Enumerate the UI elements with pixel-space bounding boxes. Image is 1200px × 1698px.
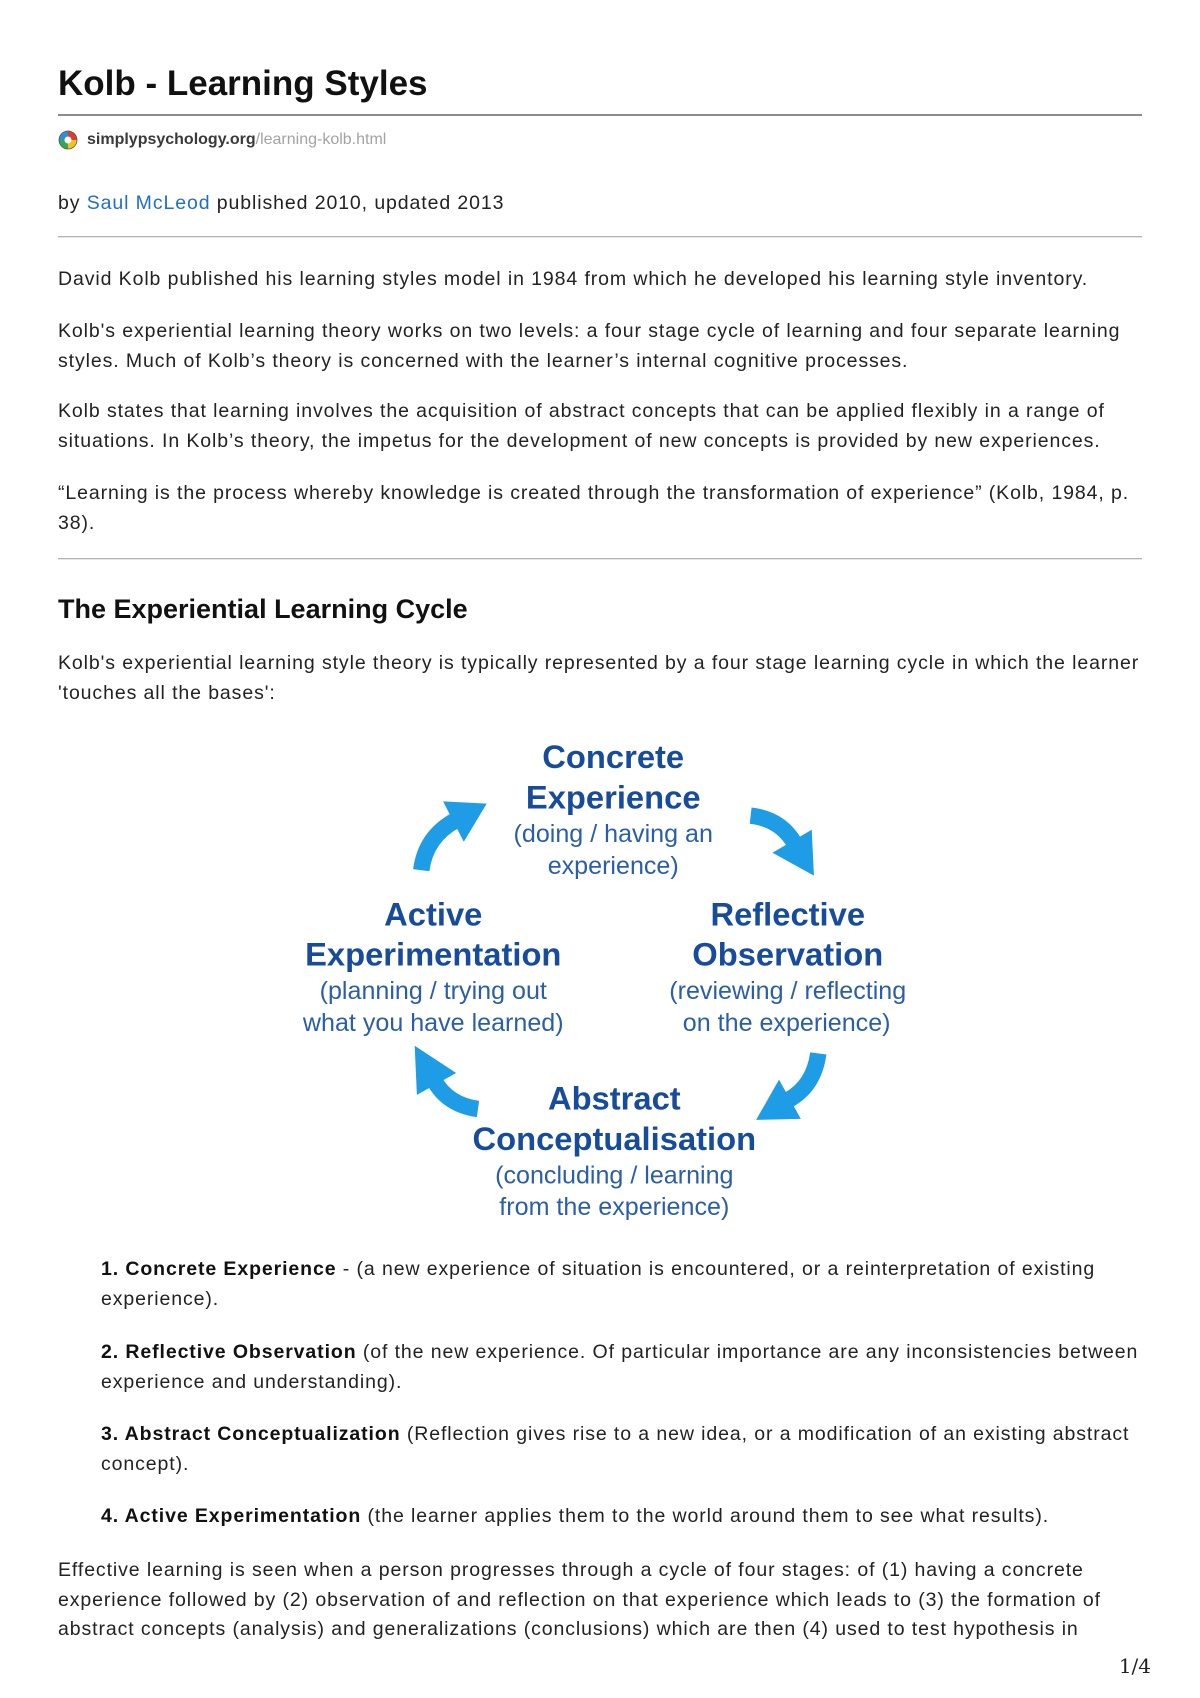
page-title: Kolb - Learning Styles [58, 64, 428, 103]
stage-description: from the experience) [499, 1193, 730, 1222]
byline-prefix: by [58, 192, 81, 214]
stage-title: Experimentation [305, 935, 562, 973]
stage-title: Conceptualisation [472, 1119, 757, 1157]
stage-description: (planning / trying out [319, 977, 547, 1006]
stage-list-text: (Reflection gives rise to a new idea, or a modification of an existing abstract concept). [101, 1423, 1130, 1475]
stage-title: Reflective [710, 895, 866, 933]
intro-paragraph: Kolb's experiential learning theory works on two levels: a four stage cycle of learning and four separate learning styles. Much of Kolb’s theory is concerned with the learner’s internal cognitive processes. [58, 320, 1121, 372]
stage-list-label: 2. Reflective Observation [101, 1341, 357, 1363]
cycle-arrow-top-right-icon [751, 816, 814, 876]
stage-active-experimentation [302, 895, 564, 1037]
stage-concrete-experience [514, 738, 713, 880]
stage-title: Abstract [547, 1079, 681, 1117]
stage-list-item [101, 1420, 1142, 1479]
stage-list-text: (of the new experience. Of particular importance are any inconsistencies between experience and understanding). [101, 1341, 1139, 1393]
section-intro: Kolb's experiential learning style theory is typically represented by a four stage learning cycle in which the learner 'touches all the bases': [58, 652, 1140, 704]
stage-list-text: - (a new experience of situation is encountered, or a reinterpretation of existing experience). [101, 1258, 1096, 1310]
stage-list-item [101, 1255, 1142, 1314]
author-link[interactable]: Saul McLeod [86, 192, 211, 214]
byline-dates: published 2010, updated 2013 [216, 192, 505, 214]
stage-list-item [101, 1338, 1142, 1397]
section-divider [58, 558, 1142, 560]
stage-description: (reviewing / reflecting [669, 977, 907, 1006]
intro-paragraph: David Kolb published his learning styles model in 1984 from which he developed his learning style inventory. [58, 268, 1089, 290]
site-favicon-icon [58, 130, 78, 150]
cycle-arrow-bottom-left-icon [415, 1046, 478, 1109]
stage-title: Concrete [542, 738, 685, 776]
stage-title: Observation [692, 935, 884, 973]
section-heading: The Experiential Learning Cycle [58, 594, 468, 624]
stage-list-text: (the learner applies them to the world around them to see what results). [361, 1505, 1050, 1527]
intro-paragraph: Kolb states that learning involves the acquisition of abstract concepts that can be applied flexibly in a range of situations. In Kolb’s theory, the impetus for the development of new concepts is provided by new experiences. [58, 400, 1105, 452]
stage-description: (concluding / learning [495, 1161, 734, 1190]
stage-description: on the experience) [682, 1008, 891, 1037]
title-divider [58, 114, 1142, 116]
source-path: /learning-kolb.html [255, 131, 387, 148]
cycle-arrow-bottom-right-icon [756, 1053, 818, 1120]
quote-paragraph: “Learning is the process whereby knowledge is created through the transformation of experience” (Kolb, 1984, p. 38). [58, 482, 1130, 534]
cycle-arrow-top-left-icon [421, 801, 486, 870]
section-divider [58, 236, 1142, 238]
stage-list-label: 3. Abstract Conceptualization [101, 1423, 401, 1445]
stage-reflective-observation [669, 895, 906, 1037]
stage-list-label: 4. Active Experimentation [101, 1505, 362, 1527]
byline [58, 189, 504, 219]
stage-list-label: 1. Concrete Experience [101, 1258, 337, 1280]
stage-description: (doing / having an [513, 820, 713, 849]
closing-paragraph: Effective learning is seen when a person progresses through a cycle of four stages: of (1) having a concrete experience followed by (2) observation of and reflection on that experience which leads to (3) the formation of abstract concepts (analysis) and generalizations (conclusions) which are then (4) used to test hypothesis in [58, 1559, 1101, 1640]
page-number: 1/4 [1118, 1654, 1151, 1678]
stage-description: experience) [547, 851, 679, 880]
source-link[interactable] [58, 129, 386, 151]
experiential-learning-cycle-diagram [286, 737, 911, 1228]
source-domain: simplypsychology.org [87, 131, 256, 148]
stage-title: Experience [525, 778, 701, 816]
stage-abstract-conceptualisation [473, 1080, 757, 1222]
stage-description: what you have learned) [302, 1008, 564, 1037]
stage-list-item [101, 1502, 1142, 1532]
stage-title: Active [384, 895, 483, 933]
